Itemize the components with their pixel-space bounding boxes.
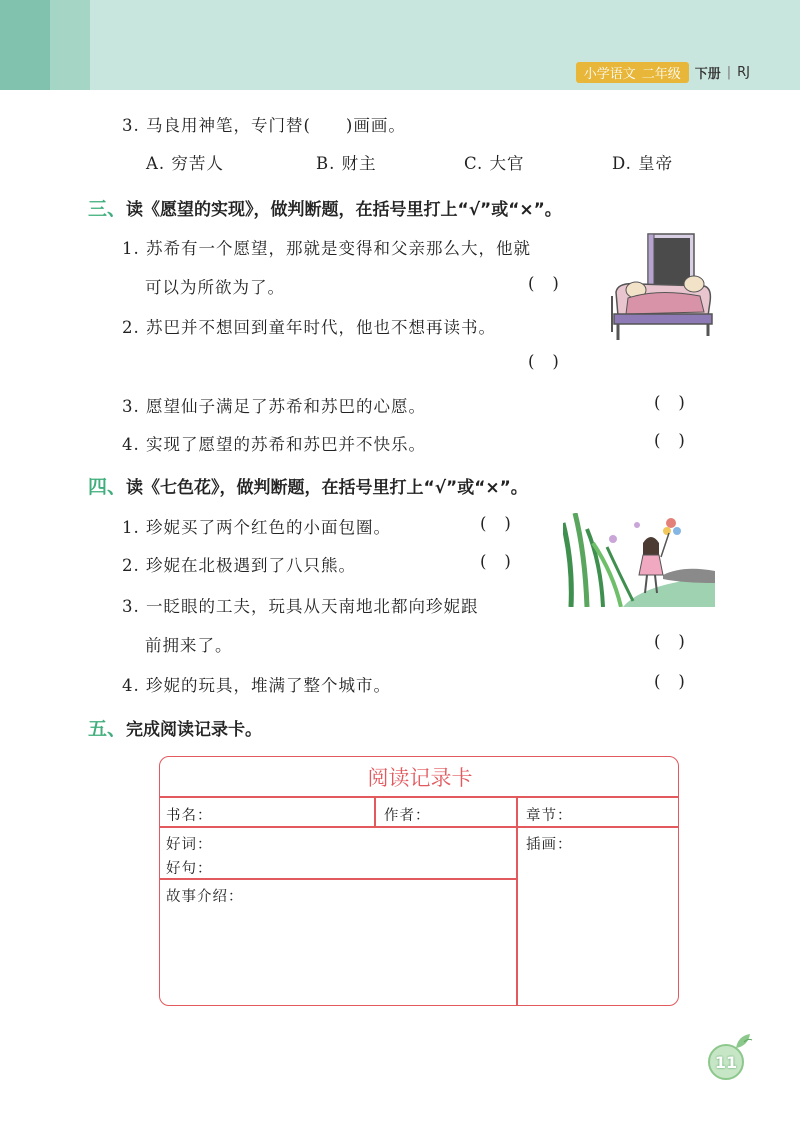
s3-item3: 3. 愿望仙子满足了苏希和苏巴的心愿。 <box>122 397 426 416</box>
s4-item4-answer[interactable]: () <box>654 672 703 691</box>
section5-number: 五、 <box>88 718 127 740</box>
card-divider-v2 <box>516 796 518 1005</box>
s4-item3-line2: 前拥来了。 <box>145 636 233 655</box>
story-intro-field[interactable]: 故事介绍： <box>166 889 244 905</box>
s3-item1-line2: 可以为所欲为了。 <box>145 278 285 297</box>
card-divider-left <box>160 878 517 880</box>
section4-heading <box>88 472 528 499</box>
s4-item3-line1: 3. 一眨眼的工夫，玩具从天南地北都向珍妮跟 <box>122 597 479 616</box>
header-tab-dark <box>0 0 50 90</box>
s3-item2-answer[interactable]: () <box>528 352 577 371</box>
chapter-field[interactable]: 章节： <box>526 808 573 824</box>
s4-item1-answer[interactable]: () <box>480 514 529 533</box>
edition-label: RJ <box>737 64 750 80</box>
girl-flower-illustration <box>563 513 715 607</box>
s4-item2: 2. 珍妮在北极遇到了八只熊。 <box>122 556 356 575</box>
s4-item3-answer[interactable]: () <box>654 632 703 651</box>
section3-heading <box>88 194 562 221</box>
book-info <box>576 62 750 82</box>
reading-record-card <box>159 756 679 1006</box>
illustration-field[interactable]: 插画： <box>526 837 573 853</box>
s3-item2: 2. 苏巴并不想回到童年时代，他也不想再读书。 <box>122 318 496 337</box>
s4-item2-answer[interactable]: () <box>480 552 529 571</box>
s3-item1-line1: 1. 苏希有一个愿望，那就是变得和父亲那么大，他就 <box>122 239 531 258</box>
s3-item1-answer[interactable]: () <box>528 274 577 293</box>
section5-heading <box>88 714 262 741</box>
header-separator: | <box>726 64 732 80</box>
good-sentences-field[interactable]: 好句： <box>166 861 213 877</box>
s3-item3-answer[interactable]: () <box>654 393 703 412</box>
q3-option-b[interactable]: B. 财主 <box>316 154 377 173</box>
card-title: 阅读记录卡 <box>367 766 473 790</box>
s3-item4: 4. 实现了愿望的苏希和苏巴并不快乐。 <box>122 435 426 454</box>
volume-label: 下册 <box>694 66 721 82</box>
q3-option-a[interactable]: A. 穷苦人 <box>146 154 224 173</box>
card-divider-row <box>160 826 678 828</box>
section3-title: 读《愿望的实现》，做判断题，在括号里打上“√”或“×”。 <box>126 200 562 220</box>
section4-title: 读《七色花》，做判断题，在括号里打上“√”或“×”。 <box>126 478 528 498</box>
s4-item1: 1. 珍妮买了两个红色的小面包圈。 <box>122 518 391 537</box>
s3-item4-answer[interactable]: () <box>654 431 703 450</box>
section3-number: 三、 <box>88 198 127 220</box>
grade-label: 二年级 <box>641 66 681 82</box>
bedroom-illustration <box>608 232 714 344</box>
page-number: 11 <box>708 1044 744 1080</box>
q3-option-c[interactable]: C. 大官 <box>464 154 525 173</box>
card-divider-top <box>160 796 678 798</box>
book-name-field[interactable]: 书名： <box>166 808 213 824</box>
card-divider-v1 <box>374 796 376 826</box>
q3-stem: 3. 马良用神笔，专门替( )画画。 <box>122 116 406 135</box>
good-words-field[interactable]: 好词： <box>166 837 213 853</box>
section5-title: 完成阅读记录卡。 <box>126 720 263 740</box>
author-field[interactable]: 作者： <box>384 808 431 824</box>
q3-option-d[interactable]: D. 皇帝 <box>612 154 674 173</box>
header-tab-light <box>50 0 90 90</box>
section4-number: 四、 <box>88 476 127 498</box>
subject-label: 小学语文 <box>583 66 636 82</box>
subject-badge <box>576 62 689 83</box>
s4-item4: 4. 珍妮的玩具，堆满了整个城市。 <box>122 676 391 695</box>
